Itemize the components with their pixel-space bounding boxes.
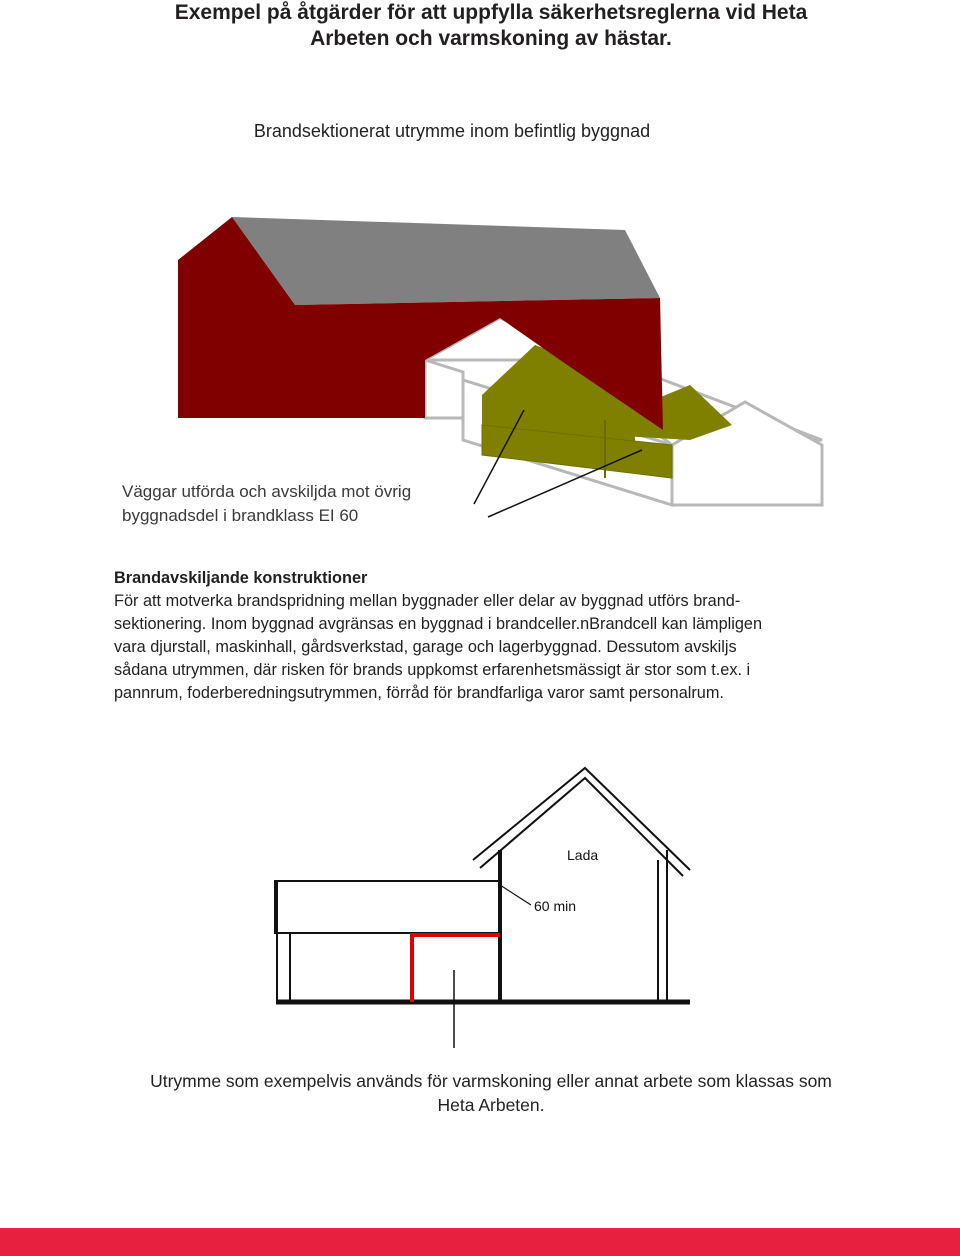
diagram-subtitle: Brandsektionerat utrymme inom befintlig byggnad — [253, 121, 651, 141]
label-lada: Lada — [567, 847, 599, 863]
section-line-1: För att motverka brandspridning mellan byggnader eller delar av byggnad utförs brand- — [114, 592, 741, 610]
label-60min: 60 min — [534, 898, 577, 914]
fire-rated-enclosure — [412, 935, 500, 1002]
footer-accent-bar — [0, 1228, 960, 1256]
title-line-2: Arbeten och varmskoning av hästar. — [310, 27, 672, 50]
lean-to-roof — [275, 881, 500, 933]
space-caption-line-2: Heta Arbeten. — [437, 1095, 545, 1115]
title-line-1: Exempel på åtgärder för att uppfylla säkerhetsreglerna vid Heta — [174, 1, 808, 24]
section-line-4: sådana utrymmen, där risken för brands uppkomst erfarenhetsmässigt är stor som t.ex. i — [114, 661, 751, 679]
section-line-5: pannrum, foderberedningsutrymmen, förråd för brandfarliga varor samt personalrum. — [114, 684, 724, 702]
section-line-3: vara djurstall, maskinhall, gårdsverkstad, garage och lagerbyggnad. Dessutom avskiljs — [114, 638, 737, 656]
pointer-60min — [500, 885, 531, 905]
wall-caption-line-1: Väggar utförda och avskiljda mot övrig — [122, 482, 412, 501]
section-heading: Brandavskiljande konstruktioner — [114, 569, 368, 587]
section-line-2: sektionering. Inom byggnad avgränsas en byggnad i brandceller.nBrandcell kan lämpligen — [114, 615, 763, 633]
space-caption-line-1: Utrymme som exempelvis används för varmskoning eller annat arbete som klassas som — [150, 1071, 832, 1091]
space-caption — [0, 1069, 960, 1117]
wall-caption-line-2: byggnadsdel i brandklass EI 60 — [122, 506, 359, 525]
